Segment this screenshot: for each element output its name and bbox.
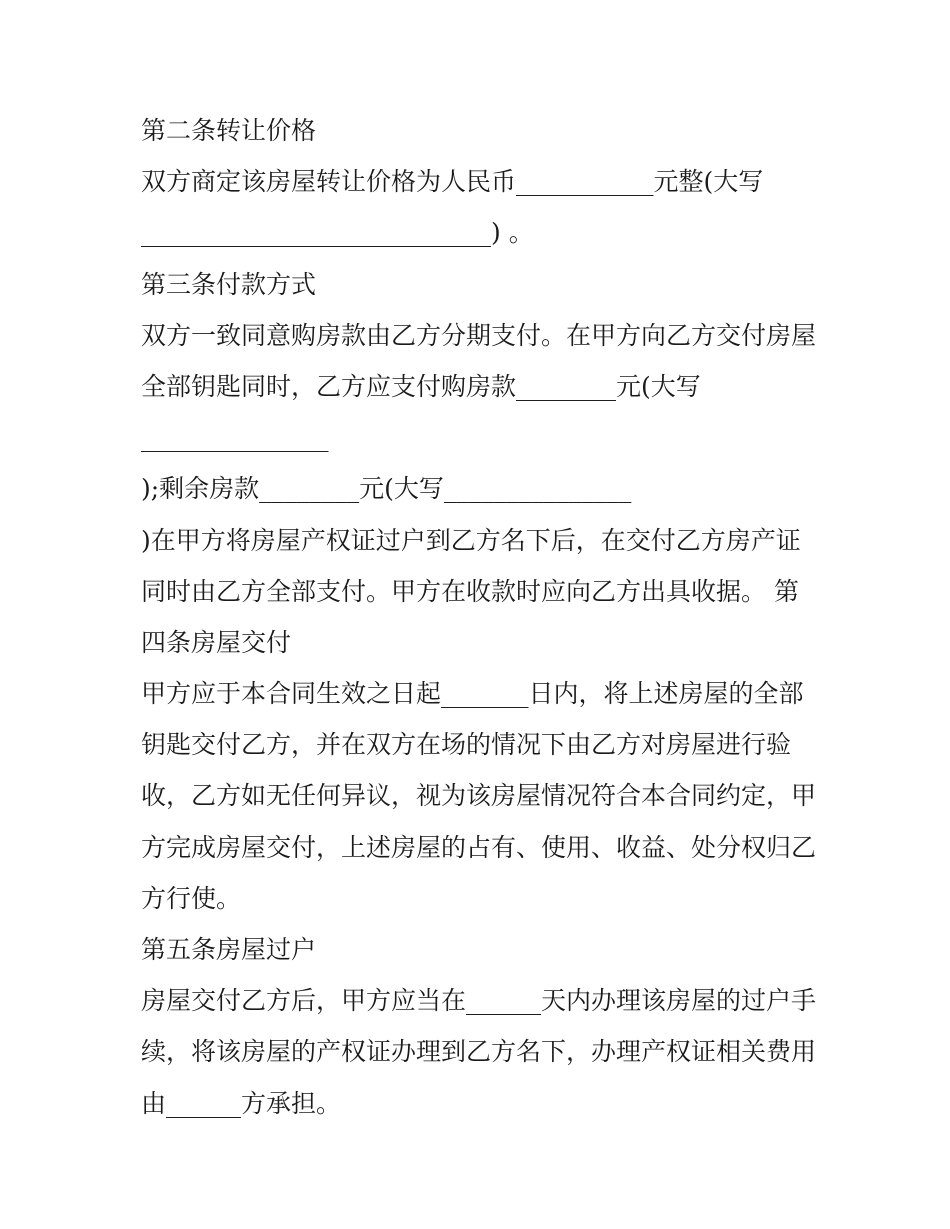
text-line: 双方商定该房屋转让价格为人民币___________元整(大写	[141, 167, 764, 197]
text-line: 方行使。	[141, 883, 242, 913]
text-line: ____________________________) 。	[141, 218, 534, 248]
text-line: 房屋交付乙方后，甲方应当在______天内办理该房屋的过户手	[141, 986, 817, 1016]
text-line: )在甲方将房屋产权证过户到乙方名下后，在交付乙方房产证	[141, 525, 801, 555]
text-line: 全部钥匙同时，乙方应支付购房款________元(大写	[141, 371, 701, 401]
text-line: 甲方应于本合同生效之日起_______日内，将上述房屋的全部	[141, 679, 804, 709]
text-line: 钥匙交付乙方，并在双方在场的情况下由乙方对房屋进行验	[141, 730, 792, 760]
text-line: 双方一致同意购房款由乙方分期支付。在甲方向乙方交付房屋	[141, 320, 817, 350]
text-line: );剩余房款________元(大写_______________	[141, 474, 632, 504]
text-line: 由______方承担。	[141, 1088, 342, 1118]
text-line: 同时由乙方全部支付。甲方在收款时应向乙方出具收据。 第	[141, 576, 799, 606]
text-line: _______________	[141, 423, 329, 453]
article-5-heading: 第五条房屋过户	[141, 935, 317, 964]
text-line: 收，乙方如无任何异议，视为该房屋情况符合本合同约定，甲	[141, 781, 817, 811]
article-4-heading: 四条房屋交付	[141, 627, 292, 657]
contract-text	[141, 105, 821, 1129]
article-2-heading: 第二条转让价格	[141, 116, 317, 145]
text-line: 续，将该房屋的产权证办理到乙方名下，办理产权证相关费用	[141, 1037, 817, 1067]
text-line: 方完成房屋交付，上述房屋的占有、使用、收益、处分权归乙	[141, 832, 817, 862]
article-3-heading: 第三条付款方式	[141, 269, 317, 299]
